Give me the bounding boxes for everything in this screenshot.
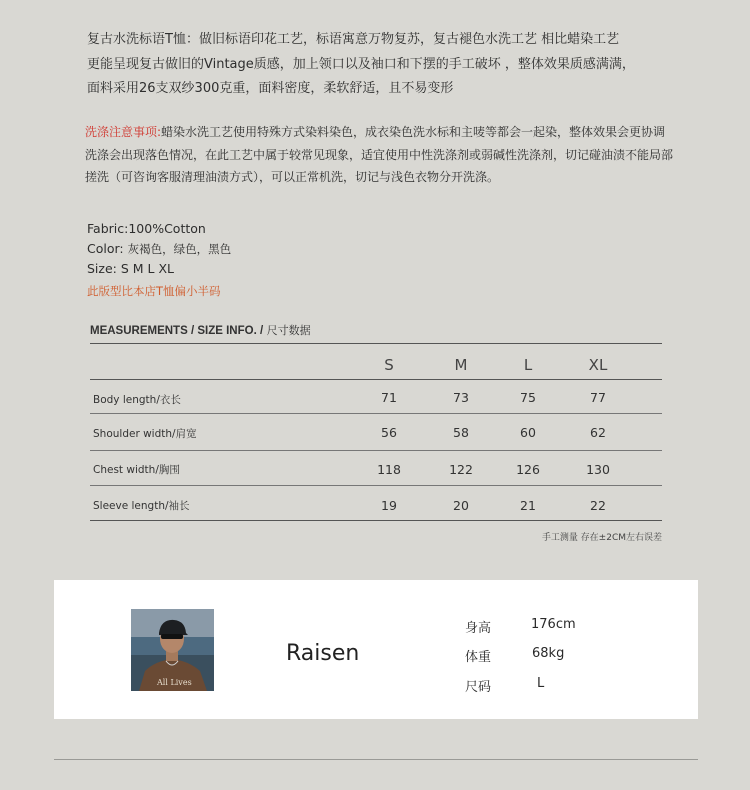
model-stat-height bbox=[465, 617, 576, 636]
cell-sleeve-length-m: 20 bbox=[453, 498, 469, 513]
cell-body-length-xl: 77 bbox=[590, 390, 606, 405]
color-value: 灰褐色，绿色，黑色 bbox=[127, 241, 232, 256]
washing-line-3: 搓洗（可咨询客服清理油渍方式），可以正常机洗，切记与浅色衣物分开洗涤。 bbox=[85, 170, 500, 184]
measurement-tolerance-note: 手工测量 存在±2CM左右误差 bbox=[541, 533, 662, 543]
row-label-shoulder-width: Shoulder width/肩宽 bbox=[93, 428, 197, 440]
table-rule bbox=[90, 450, 662, 451]
size-header-m: M bbox=[454, 356, 468, 374]
row-label-body-length: Body length/衣长 bbox=[93, 394, 181, 406]
shirt-print-text: All Lives bbox=[157, 678, 192, 687]
washing-label: 洗涤注意事项: bbox=[85, 125, 162, 139]
size-header-xl: XL bbox=[588, 356, 608, 374]
table-rule bbox=[90, 343, 662, 344]
model-info-card bbox=[54, 580, 698, 719]
cell-body-length-l: 75 bbox=[520, 390, 536, 405]
description-line-2: 更能呈现复古做旧的Vintage质感，加上领口以及袖口和下摆的手工破坏 ，整体效果质感满满， bbox=[87, 56, 635, 72]
weight-value: 68kg bbox=[532, 646, 565, 661]
table-rule bbox=[90, 379, 662, 380]
cell-chest-width-m: 122 bbox=[449, 462, 473, 477]
washing-instructions bbox=[85, 121, 695, 189]
cell-shoulder-width-s: 56 bbox=[381, 425, 397, 440]
fit-note: 此版型比本店T恤偏小半码 bbox=[87, 283, 221, 298]
description-line-1: 复古水洗标语T恤：做旧标语印花工艺，标语寓意万物复苏，复古褪色水洗工艺 相比蜡染工艺 bbox=[87, 32, 620, 47]
measurements-title-en: MEASUREMENTS / SIZE INFO. / bbox=[90, 325, 264, 337]
size-header-l: L bbox=[523, 356, 533, 374]
measurements-title bbox=[90, 322, 311, 338]
cell-chest-width-l: 126 bbox=[516, 462, 540, 477]
color-spec bbox=[87, 239, 231, 260]
table-rule bbox=[90, 413, 662, 414]
product-description bbox=[87, 28, 635, 102]
cell-body-length-s: 71 bbox=[381, 390, 397, 405]
size-label: 尺码 bbox=[465, 680, 492, 695]
height-value: 176cm bbox=[531, 617, 576, 632]
cell-body-length-m: 73 bbox=[453, 390, 469, 405]
cell-chest-width-xl: 130 bbox=[586, 462, 610, 477]
size-spec bbox=[87, 259, 231, 279]
cell-sleeve-length-xl: 22 bbox=[590, 498, 606, 513]
row-label-chest-width: Chest width/胸围 bbox=[93, 464, 180, 476]
cell-chest-width-s: 118 bbox=[377, 462, 401, 477]
washing-line-2: 洗涤会出现落色情况，在此工艺中属于较常见现象，适宜使用中性洗涤剂或弱碱性洗涤剂，切记碰油渍不能局部 bbox=[85, 147, 674, 162]
cell-shoulder-width-m: 58 bbox=[453, 425, 469, 440]
row-label-sleeve-length: Sleeve length/袖长 bbox=[93, 500, 190, 512]
color-label: Color: bbox=[87, 240, 124, 256]
cell-shoulder-width-l: 60 bbox=[520, 425, 536, 440]
cell-sleeve-length-s: 19 bbox=[381, 498, 397, 513]
measurements-title-cn: 尺寸数据 bbox=[266, 324, 311, 337]
table-rule bbox=[90, 485, 662, 486]
model-photo bbox=[131, 609, 214, 691]
size-label: Size: bbox=[87, 261, 117, 276]
product-specs bbox=[87, 219, 231, 301]
size-value: L bbox=[537, 676, 545, 691]
table-rule bbox=[90, 520, 662, 521]
height-label: 身高 bbox=[465, 621, 492, 636]
description-line-3: 面料采用26支双纱300克重，面料密度，柔软舒适，且不易变形 bbox=[87, 81, 454, 96]
cell-sleeve-length-l: 21 bbox=[520, 498, 536, 513]
size-header-s: S bbox=[384, 356, 394, 374]
model-stat-size bbox=[465, 676, 545, 695]
size-value: S M L XL bbox=[120, 261, 174, 276]
cell-shoulder-width-xl: 62 bbox=[590, 425, 606, 440]
fabric-spec: Fabric:100%Cotton bbox=[87, 221, 206, 236]
washing-line-1: 蜡染水洗工艺使用特殊方式染料染色，成衣染色洗水标和主唛等都会一起染，整体效果会更协调 bbox=[161, 125, 666, 139]
weight-label: 体重 bbox=[465, 650, 492, 665]
section-divider bbox=[54, 759, 698, 760]
model-name: Raisen bbox=[286, 641, 360, 666]
model-stat-weight bbox=[465, 646, 565, 665]
